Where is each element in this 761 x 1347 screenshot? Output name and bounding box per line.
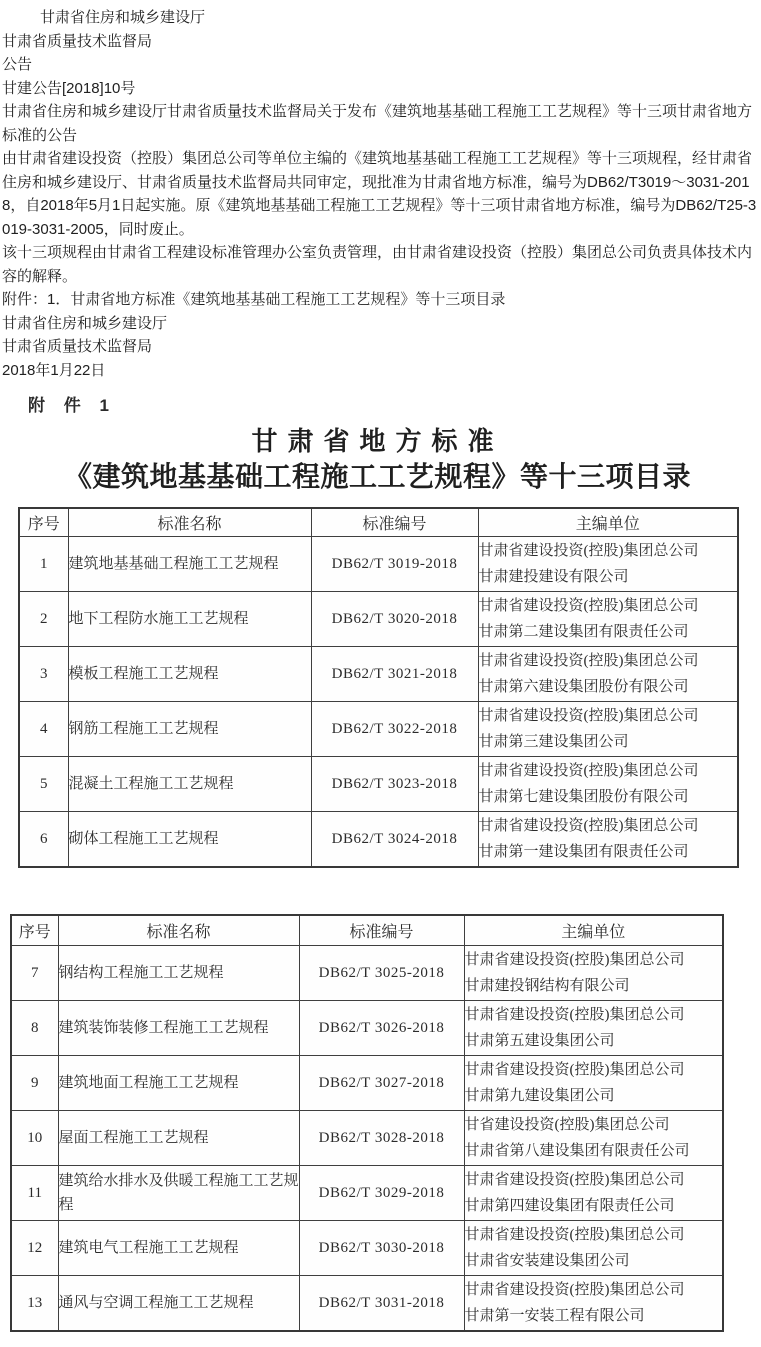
standard-name: 通风与空调工程施工工艺规程 <box>58 1276 299 1332</box>
attachment-note: 附件：1．甘肃省地方标准《建筑地基基础工程施工工艺规程》等十三项目录 <box>2 291 506 308</box>
chief-editor-units <box>478 537 738 592</box>
column-header-code: 标准编号 <box>299 915 464 946</box>
unit-line: 甘肃省建设投资(控股)集团总公司 <box>478 543 699 559</box>
row-number: 7 <box>11 946 58 1001</box>
chief-editor-units <box>478 702 738 757</box>
standard-code: DB62/T 3027-2018 <box>299 1056 464 1111</box>
announcement-text-block <box>0 0 761 382</box>
unit-line: 甘肃建投钢结构有限公司 <box>464 978 630 994</box>
standard-code: DB62/T 3019-2018 <box>311 537 478 592</box>
standard-name: 建筑装饰装修工程施工工艺规程 <box>58 1001 299 1056</box>
standard-name: 模板工程施工工艺规程 <box>68 647 311 702</box>
table-row <box>19 702 738 757</box>
unit-line: 甘肃建投建设有限公司 <box>478 569 629 585</box>
signature-date: 2018年1月22日 <box>2 361 106 379</box>
chief-editor-units <box>464 1111 723 1166</box>
standard-name: 钢结构工程施工工艺规程 <box>58 946 299 1001</box>
row-number: 1 <box>19 537 68 592</box>
chief-editor-units <box>464 1166 723 1221</box>
unit-line: 甘肃第六建设集团股份有限公司 <box>478 679 689 695</box>
table-header-row <box>11 915 723 946</box>
chief-editor-units <box>464 1056 723 1111</box>
unit-line: 甘肃省第八建设集团有限责任公司 <box>464 1143 690 1159</box>
announcement-body-para2: 该十三项规程由甘肃省工程建设标准管理办公室负责管理，由甘肃省建设投资（控股）集团总公司负责具体技术内容的解释。 <box>2 244 753 285</box>
column-header-unit: 主编单位 <box>464 915 723 946</box>
unit-line: 甘肃省建设投资(控股)集团总公司 <box>478 708 699 724</box>
unit-line: 甘肃第一安装工程有限公司 <box>464 1308 645 1324</box>
standard-code: DB62/T 3020-2018 <box>311 592 478 647</box>
standard-name: 砌体工程施工工艺规程 <box>68 812 311 868</box>
attachment-title <box>18 426 737 495</box>
row-number: 2 <box>19 592 68 647</box>
unit-line: 甘肃省建设投资(控股)集团总公司 <box>478 818 699 834</box>
row-number: 8 <box>11 1001 58 1056</box>
unit-line: 甘肃省建设投资(控股)集团总公司 <box>464 1227 685 1243</box>
signature-line-2: 甘肃省质量技术监督局 <box>2 338 153 355</box>
row-number: 6 <box>19 812 68 868</box>
table-row <box>19 592 738 647</box>
table-row <box>19 757 738 812</box>
column-header-name: 标准名称 <box>58 915 299 946</box>
table-row <box>11 1221 723 1276</box>
chief-editor-units <box>478 812 738 868</box>
unit-line: 甘肃第三建设集团公司 <box>478 734 629 750</box>
standard-code: DB62/T 3024-2018 <box>311 812 478 868</box>
attachment-title-line2: 《建筑地基基础工程施工工艺规程》等十三项目录 <box>63 462 691 493</box>
standard-name: 建筑给水排水及供暖工程施工工艺规程 <box>58 1166 299 1221</box>
unit-line: 甘肃省建设投资(控股)集团总公司 <box>464 1062 685 1078</box>
unit-line: 甘省建设投资(控股)集团总公司 <box>464 1117 670 1133</box>
column-header-no: 序号 <box>19 508 68 537</box>
signature-line-1: 甘肃省住房和城乡建设厅 <box>2 314 168 332</box>
standard-code: DB62/T 3023-2018 <box>311 757 478 812</box>
unit-line: 甘肃省建设投资(控股)集团总公司 <box>478 598 699 614</box>
standard-code: DB62/T 3021-2018 <box>311 647 478 702</box>
table-row <box>19 812 738 868</box>
chief-editor-units <box>464 1221 723 1276</box>
row-number: 13 <box>11 1276 58 1332</box>
column-header-name: 标准名称 <box>68 508 311 537</box>
standard-name: 建筑地面工程施工工艺规程 <box>58 1056 299 1111</box>
table-row <box>11 1056 723 1111</box>
standard-code: DB62/T 3031-2018 <box>299 1276 464 1332</box>
row-number: 11 <box>11 1166 58 1221</box>
table-row <box>19 647 738 702</box>
row-number: 10 <box>11 1111 58 1166</box>
chief-editor-units <box>464 1276 723 1332</box>
unit-line: 甘肃第九建设集团公司 <box>464 1088 615 1104</box>
chief-editor-units <box>478 757 738 812</box>
standard-code: DB62/T 3028-2018 <box>299 1111 464 1166</box>
row-number: 12 <box>11 1221 58 1276</box>
unit-line: 甘肃省建设投资(控股)集团总公司 <box>464 1282 685 1298</box>
standard-name: 钢筋工程施工工艺规程 <box>68 702 311 757</box>
standard-name: 屋面工程施工工艺规程 <box>58 1111 299 1166</box>
table-row <box>11 1001 723 1056</box>
standard-name: 建筑电气工程施工工艺规程 <box>58 1221 299 1276</box>
standard-code: DB62/T 3029-2018 <box>299 1166 464 1221</box>
standard-code: DB62/T 3022-2018 <box>311 702 478 757</box>
unit-line: 甘肃第二建设集团有限责任公司 <box>478 624 689 640</box>
chief-editor-units <box>464 1001 723 1056</box>
notice-type: 公告 <box>2 56 33 73</box>
table-row <box>11 1166 723 1221</box>
table-row <box>19 537 738 592</box>
standard-code: DB62/T 3030-2018 <box>299 1221 464 1276</box>
doc-number: 甘建公告[2018]10号 <box>2 79 136 97</box>
table-header-row <box>19 508 738 537</box>
issuer-line-1: 甘肃省住房和城乡建设厅 <box>40 9 206 26</box>
attachment-title-line1: 甘肃省地方标准 <box>251 427 504 456</box>
row-number: 3 <box>19 647 68 702</box>
table-row <box>11 946 723 1001</box>
attachment-document <box>0 391 761 1332</box>
chief-editor-units <box>478 647 738 702</box>
announcement-body-para1: 由甘肃省建设投资（控股）集团总公司等单位主编的《建筑地基基础工程施工工艺规程》等十三项规程，经甘肃省住房和城乡建设厅、甘肃省质量技术监督局共同审定，现批准为甘肃省地方标准，编号为DB62/T3019～3031-2018，自2018年5月1日起实施。原《建筑地基基础工程施工工艺规程》等十三项甘肃省地方标准，编号为DB62/T25-3019-3031-2005，同时废止。 <box>2 150 757 238</box>
standard-code: DB62/T 3026-2018 <box>299 1001 464 1056</box>
standards-table-1 <box>18 507 739 868</box>
unit-line: 甘肃省建设投资(控股)集团总公司 <box>478 653 699 669</box>
unit-line: 甘肃省建设投资(控股)集团总公司 <box>464 1172 685 1188</box>
unit-line: 甘肃省建设投资(控股)集团总公司 <box>478 763 699 779</box>
chief-editor-units <box>464 946 723 1001</box>
row-number: 5 <box>19 757 68 812</box>
unit-line: 甘肃省安装建设集团公司 <box>464 1253 630 1269</box>
unit-line: 甘肃第七建设集团股份有限公司 <box>478 789 689 805</box>
unit-line: 甘肃第五建设集团公司 <box>464 1033 615 1049</box>
standard-name: 建筑地基基础工程施工工艺规程 <box>68 537 311 592</box>
unit-line: 甘肃第一建设集团有限责任公司 <box>478 844 689 860</box>
column-header-code: 标准编号 <box>311 508 478 537</box>
chief-editor-units <box>478 592 738 647</box>
unit-line: 甘肃第四建设集团有限责任公司 <box>464 1198 675 1214</box>
standard-code: DB62/T 3025-2018 <box>299 946 464 1001</box>
column-header-no: 序号 <box>11 915 58 946</box>
table-row <box>11 1111 723 1166</box>
announcement-title: 甘肃省住房和城乡建设厅甘肃省质量技术监督局关于发布《建筑地基基础工程施工工艺规程》等十三项甘肃省地方标准的公告 <box>2 103 753 144</box>
row-number: 4 <box>19 702 68 757</box>
unit-line: 甘肃省建设投资(控股)集团总公司 <box>464 952 685 968</box>
standard-name: 混凝土工程施工工艺规程 <box>68 757 311 812</box>
standards-table-2 <box>10 914 724 1332</box>
unit-line: 甘肃省建设投资(控股)集团总公司 <box>464 1007 685 1023</box>
table-row <box>11 1276 723 1332</box>
standard-name: 地下工程防水施工工艺规程 <box>68 592 311 647</box>
issuer-line-2: 甘肃省质量技术监督局 <box>2 32 153 50</box>
row-number: 9 <box>11 1056 58 1111</box>
column-header-unit: 主编单位 <box>478 508 738 537</box>
attachment-label: 附 件 1 <box>28 396 116 415</box>
